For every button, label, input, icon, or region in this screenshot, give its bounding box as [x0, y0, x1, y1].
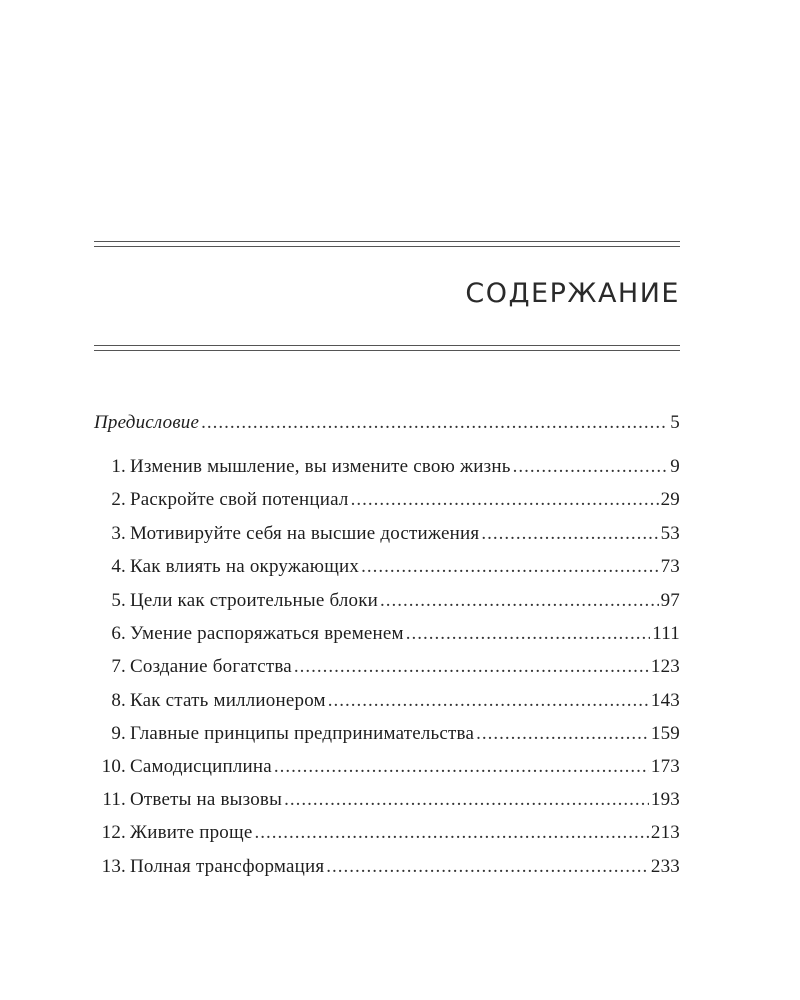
toc-entry-chapter-3[interactable]	[94, 521, 680, 547]
toc-entry-page: 53	[660, 523, 680, 544]
toc-entry-chapter-10[interactable]	[94, 754, 680, 780]
toc-entry-title: Раскройте свой потенциал	[130, 489, 349, 510]
dot-leader	[328, 688, 649, 714]
toc-entry-title: Цели как строительные блоки	[130, 590, 379, 611]
dot-leader	[406, 621, 651, 647]
toc-entry-number: 13.	[101, 856, 126, 877]
toc-entry-chapter-4[interactable]	[94, 554, 680, 580]
toc-entry-page: 173	[650, 756, 680, 777]
toc-entry-title: Умение распоряжаться временем	[130, 623, 404, 644]
toc-entry-chapter-6[interactable]	[94, 621, 680, 647]
toc-entry-number: 1.	[111, 456, 126, 477]
toc-entry-chapter-11[interactable]	[94, 787, 680, 813]
toc-entry-number: 5.	[111, 590, 126, 611]
toc-entry-page: 9	[670, 456, 680, 477]
dot-leader	[294, 654, 649, 680]
toc-entry-number: 3.	[111, 523, 126, 544]
toc-entry-title: Живите проще	[130, 822, 253, 843]
dot-leader	[254, 820, 648, 846]
dot-leader	[274, 754, 649, 780]
toc-entry-number: 11.	[102, 789, 126, 810]
toc-entry-page: 97	[660, 590, 680, 611]
dot-leader	[326, 854, 649, 880]
toc-entry-number: 12.	[101, 822, 126, 843]
toc-entry-chapter-9[interactable]	[94, 721, 680, 747]
dot-leader	[201, 410, 668, 436]
dot-leader	[284, 787, 649, 813]
bottom-double-rule	[94, 345, 680, 351]
toc-entry-chapter-7[interactable]	[94, 654, 680, 680]
toc-entry-number: 6.	[111, 623, 126, 644]
toc-entry-chapter-2[interactable]	[94, 487, 680, 513]
toc-entry-chapter-13[interactable]	[94, 854, 680, 880]
toc-entry-page: 193	[650, 789, 680, 810]
toc-entry-number: 10.	[101, 756, 126, 777]
toc-entry-number: 2.	[111, 489, 126, 510]
toc-entry-title: Создание богатства	[130, 656, 292, 677]
toc-entry-page: 233	[650, 856, 680, 877]
toc-entry-number: 9.	[111, 723, 126, 744]
toc-entry-page: 29	[660, 489, 680, 510]
top-double-rule	[94, 241, 680, 247]
toc-entry-title: Предисловие	[94, 412, 200, 433]
toc-entry-preface[interactable]	[94, 410, 680, 436]
dot-leader	[513, 454, 669, 480]
toc-entry-page: 143	[650, 690, 680, 711]
toc-entry-chapter-5[interactable]	[94, 588, 680, 614]
toc-entry-chapter-8[interactable]	[94, 688, 680, 714]
toc-entry-title: Как стать миллионером	[130, 690, 326, 711]
toc-entry-page: 213	[650, 822, 680, 843]
toc-entry-title: Мотивируйте себя на высшие достижения	[130, 523, 480, 544]
toc-entry-chapter-12[interactable]	[94, 820, 680, 846]
toc-entry-title: Изменив мышление, вы измените свою жизнь	[130, 456, 511, 477]
toc-entry-chapter-1[interactable]	[94, 454, 680, 480]
dot-leader	[476, 721, 649, 747]
dot-leader	[361, 554, 658, 580]
toc-entry-number: 4.	[111, 556, 126, 577]
dot-leader	[380, 588, 659, 614]
dot-leader	[351, 487, 659, 513]
toc-entry-title: Как влиять на окружающих	[130, 556, 360, 577]
toc-entry-page: 73	[660, 556, 680, 577]
contents-heading: СОДЕРЖАНИЕ	[465, 278, 680, 309]
toc-entry-page: 123	[650, 656, 680, 677]
toc-entry-number: 7.	[111, 656, 126, 677]
toc-entry-title: Главные принципы предпринимательства	[130, 723, 475, 744]
toc-entry-title: Самодисциплина	[130, 756, 272, 777]
toc-entry-title: Ответы на вызовы	[130, 789, 283, 810]
toc-entry-page: 159	[650, 723, 680, 744]
toc-entry-title: Полная трансформация	[130, 856, 325, 877]
toc-entry-number: 8.	[111, 690, 126, 711]
toc-entry-page: 111	[652, 623, 680, 644]
dot-leader	[481, 521, 658, 547]
toc-entry-page: 5	[670, 412, 680, 433]
contents-page	[94, 0, 680, 1000]
